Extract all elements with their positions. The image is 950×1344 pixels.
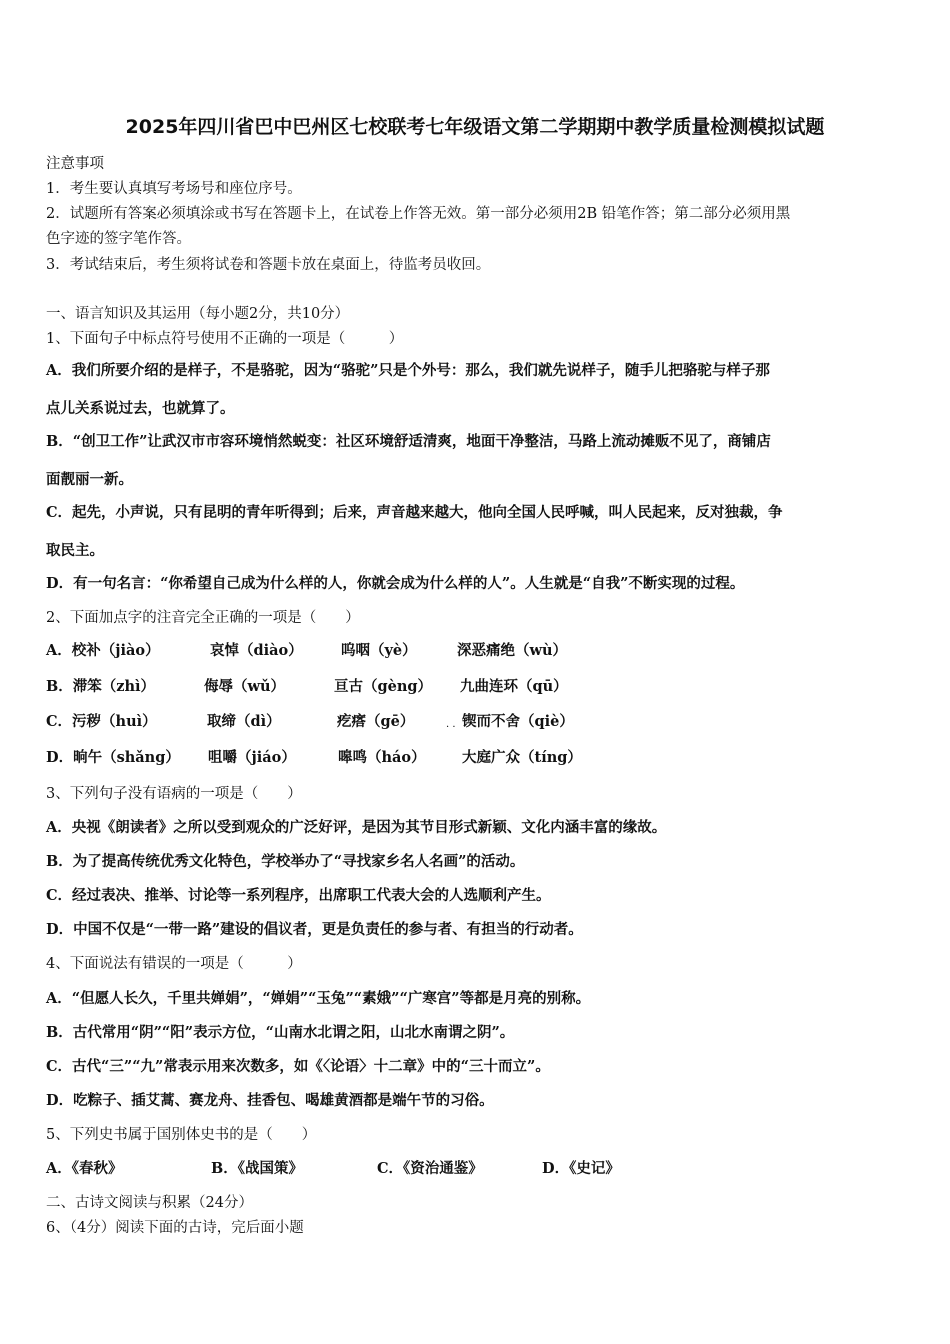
q1-option-c-line-2: 取民主。 bbox=[46, 542, 104, 559]
q5-option: D．《史记》 bbox=[542, 1160, 620, 1177]
q3-option-d: D．中国不仅是“一带一路”建设的倡议者，更是负责任的参与者、有担当的行动者。 bbox=[46, 921, 583, 938]
q4-option-b: B．古代常用“阴”“阳”表示方位，“山南水北谓之阳，山北水南谓之阴”。 bbox=[46, 1024, 515, 1041]
q2-option-cell: 大庭广众（tíng） bbox=[462, 749, 582, 766]
section-1-heading: 一、语言知识及其运用（每小题2分，共10分） bbox=[46, 306, 350, 322]
q1-stem: 1、下面句子中标点符号使用不正确的一项是（ ） bbox=[46, 331, 404, 347]
q2-option-cell: 哀悼（diào） bbox=[210, 642, 303, 659]
note-3: 3．考试结束后，考生须将试卷和答题卡放在桌面上，待监考员收回。 bbox=[46, 257, 491, 273]
q2-option-cell: 深恶痛绝（wù） bbox=[457, 642, 568, 659]
q2-option-cell: 咀嚼（jiáo） bbox=[208, 749, 296, 766]
q4-option-d: D．吃粽子、插艾蒿、赛龙舟、挂香包、喝雄黄酒都是端午节的习俗。 bbox=[46, 1092, 494, 1109]
q2-option-cell: A．校补（jiào） bbox=[46, 642, 160, 659]
q2-option-cell: 亘古（gèng） bbox=[334, 678, 433, 695]
q4-option-a: A．“但愿人长久，千里共婵娟”，“婵娟”“玉兔”“素娥”“广寒宫”等都是月亮的别称。 bbox=[46, 990, 591, 1007]
q2-option-cell: 侮辱（wǔ） bbox=[204, 678, 286, 695]
q5-option: C．《资治通鉴》 bbox=[377, 1160, 483, 1177]
q2-option-row-b bbox=[46, 675, 568, 696]
q2-option-cell: 取缔（dì） bbox=[207, 713, 281, 730]
q2-option-cell: 嗥鸣（háo） bbox=[338, 749, 426, 766]
q2-stem: 2、下面加点字的注音完全正确的一项是（ ） bbox=[46, 610, 360, 626]
q3-option-c: C．经过表决、推举、讨论等一系列程序，出席职工代表大会的人选顺利产生。 bbox=[46, 887, 551, 904]
q2-option-cell: B．滞笨（zhì） bbox=[46, 678, 156, 695]
q2-option-cell: 呜咽（yè） bbox=[341, 642, 417, 659]
q5-option: B．《战国策》 bbox=[211, 1160, 304, 1177]
section-2-heading: 二、古诗文阅读与积累（24分） bbox=[46, 1195, 253, 1211]
notes-heading: 注意事项 bbox=[46, 156, 104, 172]
page-title: 2025年四川省巴中巴州区七校联考七年级语文第二学期期中教学质量检测模拟试题 bbox=[125, 116, 825, 138]
q1-option-c-line-1: C．起先，小声说，只有昆明的青年听得到；后来，声音越来越大，他向全国人民呼喊，叫人民起来，反对独裁，争 bbox=[46, 504, 783, 521]
q2-option-row-d bbox=[46, 746, 582, 767]
q2-option-cell: 九曲连环（qū） bbox=[460, 678, 568, 695]
q1-option-a-line-2: 点儿关系说过去，也就算了。 bbox=[46, 400, 235, 417]
q2-option-row-c bbox=[46, 710, 574, 731]
q1-option-d: D．有一句名言：“你希望自己成为什么样的人，你就会成为什么样的人”。人生就是“自我”不断实现的过程。 bbox=[46, 575, 745, 592]
q4-option-c: C．古代“三”“九”常表示用来次数多，如《〈论语〉十二章》中的“三十而立”。 bbox=[46, 1058, 550, 1075]
q1-option-b-line-2: 面靓丽一新。 bbox=[46, 471, 133, 488]
q2-option-row-a bbox=[46, 639, 568, 660]
q3-stem: 3、下列句子没有语病的一项是（ ） bbox=[46, 786, 302, 802]
note-2-line-2: 色字迹的签字笔作答。 bbox=[46, 231, 191, 247]
q1-option-b-line-1: B．“创卫工作”让武汉市市容环境悄然蜕变：社区环境舒适清爽，地面干净整洁，马路上流动摊贩不见了，商铺店 bbox=[46, 433, 771, 450]
note-1: 1．考生要认真填写考场号和座位序号。 bbox=[46, 181, 302, 197]
q4-stem: 4、下面说法有错误的一项是（ ） bbox=[46, 956, 302, 972]
note-2-line-1: 2．试题所有答案必须填涂或书写在答题卡上，在试卷上作答无效。第一部分必须用2B 铅笔作答；第二部分必须用黑 bbox=[46, 206, 791, 222]
q2-option-cell: 疙瘩（gē） bbox=[337, 713, 415, 730]
q5-stem: 5、下列史书属于国别体史书的是（ ） bbox=[46, 1127, 317, 1143]
emphasis-dots: · · bbox=[446, 722, 456, 733]
q2-option-cell: D．晌午（shǎng） bbox=[46, 749, 180, 766]
q5-option: A．《春秋》 bbox=[46, 1160, 123, 1177]
q2-option-cell: C．污秽（huì） bbox=[46, 713, 157, 730]
q3-option-b: B．为了提高传统优秀文化特色，学校举办了“寻找家乡名人名画”的活动。 bbox=[46, 853, 525, 870]
q6-stem: 6、（4分）阅读下面的古诗，完后面小题 bbox=[46, 1220, 304, 1236]
q1-option-a-line-1: A．我们所要介绍的是样子，不是骆驼，因为“骆驼”只是个外号：那么，我们就先说样子，随手儿把骆驼与样子那 bbox=[46, 362, 770, 379]
q5-options bbox=[46, 1157, 620, 1178]
q3-option-a: A．央视《朗读者》之所以受到观众的广泛好评，是因为其节目形式新颖、文化内涵丰富的缘故。 bbox=[46, 819, 667, 836]
q2-option-cell: 锲而不舍（qiè） bbox=[462, 713, 574, 730]
